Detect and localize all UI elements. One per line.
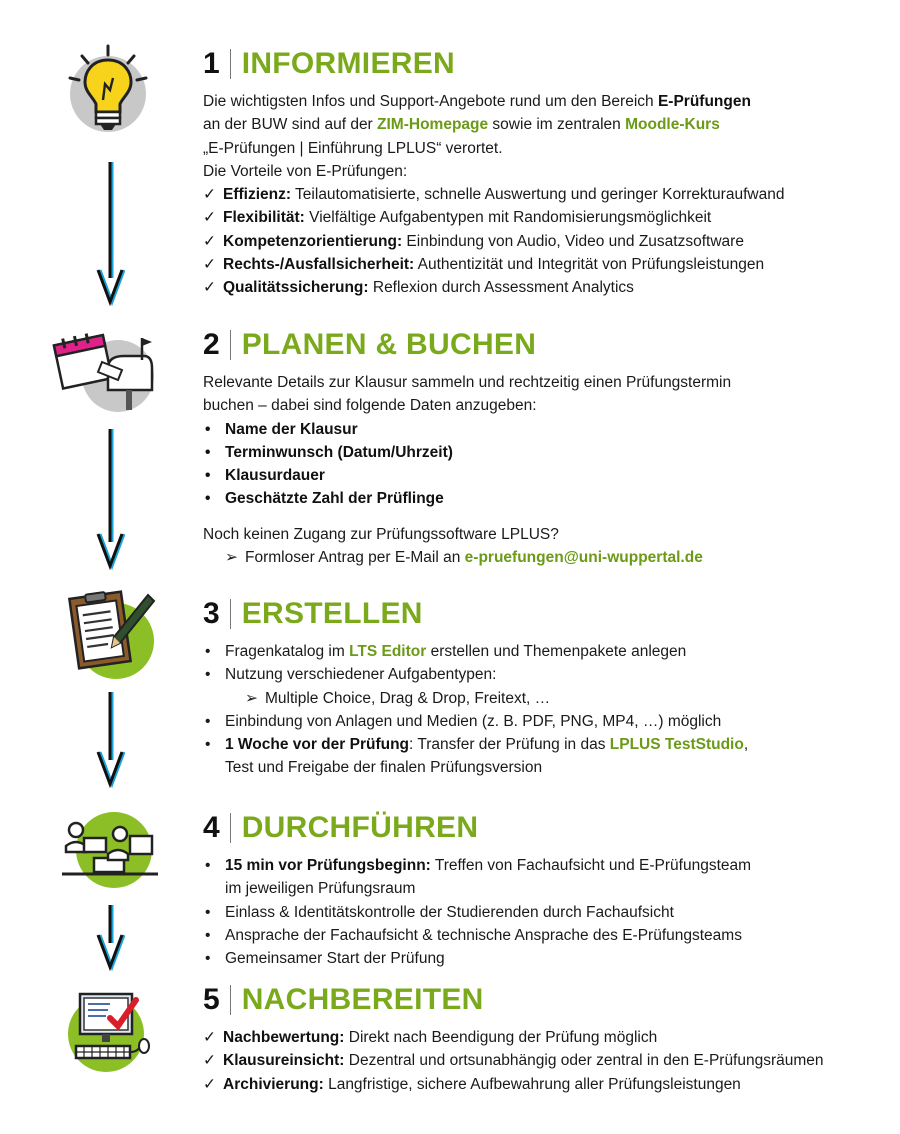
- bullet-item: • Ansprache der Fachaufsicht & technische Ansprache des E-Prüfungsteams: [203, 924, 883, 947]
- intro-line: Die Vorteile von E-Prüfungen:: [203, 162, 408, 180]
- check-icon: ✓: [203, 1029, 216, 1046]
- bullet-icon: •: [205, 420, 211, 438]
- intro-line: „E-Prüfungen | Einführung LPLUS“ verortet.: [203, 139, 503, 157]
- section-erstellen: [203, 592, 883, 780]
- lplus-teststudio-link[interactable]: LPLUS TestStudio: [609, 736, 744, 754]
- section-nachbereiten: [203, 978, 883, 1096]
- section-number: 4: [203, 811, 220, 844]
- section-number: 5: [203, 983, 220, 1016]
- section-heading: [203, 323, 883, 367]
- bullet-icon: •: [205, 903, 211, 921]
- intro-text: [203, 90, 883, 183]
- flow-arrow-icon: [95, 903, 125, 973]
- check-item: ✓ Rechts-/Ausfallsicherheit: Authentizität und Integrität von Prüfungsleistungen: [203, 253, 883, 276]
- section-heading: [203, 806, 883, 850]
- check-item: ✓ Archivierung: Langfristige, sichere Aufbewahrung aller Prüfungsleistungen: [203, 1073, 883, 1096]
- section-number: 3: [203, 597, 220, 630]
- intro-line: Die wichtigsten Infos und Support-Angebote rund um den Bereich E-Prüfungen: [203, 93, 751, 110]
- bullet-icon: •: [205, 736, 211, 754]
- check-icon: ✓: [203, 1052, 216, 1070]
- bullet-icon: •: [205, 443, 211, 461]
- section-title: DURCHFÜHREN: [241, 811, 479, 844]
- intro-line: Relevante Details zur Klausur sammeln und rechtzeitig einen Prüfungstermin: [203, 374, 732, 391]
- bullet-item: • Einbindung von Anlagen und Medien (z. B. PDF, PNG, MP4, …) möglich: [203, 710, 883, 733]
- check-icon: ✓: [203, 209, 216, 227]
- bullet-icon: •: [205, 926, 211, 944]
- arrow-bullet-icon: ➢: [245, 689, 258, 707]
- flow-arrow-icon: [95, 427, 125, 572]
- sub-item: ➢ Multiple Choice, Drag & Drop, Freitext, …: [203, 687, 883, 710]
- computer-check-icon: [58, 980, 158, 1080]
- exam-room-icon: [54, 800, 164, 900]
- bullet-icon: •: [205, 857, 211, 874]
- bullet-item: • 15 min vor Prüfungsbeginn: Treffen von Fachaufsicht und E-Prüfungsteam: [203, 854, 883, 877]
- bullet-item: • Name der Klausur: [203, 418, 883, 441]
- section-heading: [203, 592, 883, 636]
- section-informieren: [203, 42, 883, 300]
- bullet-item: • Terminwunsch (Datum/Uhrzeit): [203, 441, 883, 464]
- check-icon: ✓: [203, 1075, 216, 1093]
- check-item: ✓ Qualitätssicherung: Reflexion durch Assessment Analytics: [203, 276, 883, 299]
- zim-homepage-link[interactable]: ZIM-Homepage: [377, 116, 489, 134]
- bullet-icon: •: [205, 643, 211, 660]
- check-icon: ✓: [203, 256, 216, 274]
- bullet-item: • Nutzung verschiedener Aufgabentypen:: [203, 663, 883, 686]
- check-item: ✓ Effizienz: Teilautomatisierte, schnelle Auswertung und geringer Korrekturaufwand: [203, 183, 883, 206]
- lts-editor-link[interactable]: LTS Editor: [349, 643, 427, 660]
- check-list: [203, 183, 883, 299]
- section-durchfuehren: [203, 806, 883, 970]
- bullet-icon: •: [205, 666, 211, 684]
- bullet-item: • Fragenkatalog im LTS Editor erstellen und Themenpakete anlegen: [203, 640, 883, 663]
- intro-line: buchen – dabei sind folgende Daten anzugeben:: [203, 397, 537, 415]
- arrow-bullet-icon: ➢: [225, 549, 238, 567]
- bullet-item: • Gemeinsamer Start der Prüfung: [203, 947, 883, 970]
- bullet-item: • 1 Woche vor der Prüfung: Transfer der Prüfung in das LPLUS TestStudio,: [203, 733, 883, 756]
- section-title: PLANEN & BUCHEN: [241, 328, 537, 361]
- flow-arrow-icon: [95, 160, 125, 308]
- access-question: Noch keinen Zugang zur Prüfungssoftware LPLUS?: [203, 525, 559, 543]
- check-icon: ✓: [203, 186, 216, 204]
- bullet-item: • Einlass & Identitätskontrolle der Studierenden durch Fachaufsicht: [203, 901, 883, 924]
- section-heading: [203, 42, 883, 86]
- section-title: NACHBEREITEN: [241, 983, 484, 1016]
- check-item: ✓ Flexibilität: Vielfältige Aufgabentypen mit Randomisierungsmöglichkeit: [203, 206, 883, 229]
- bullet-icon: •: [205, 712, 211, 730]
- bullet-icon: •: [205, 467, 211, 485]
- section-number: 1: [203, 47, 220, 80]
- bullet-item: • Klausurdauer: [203, 464, 883, 487]
- clipboard-pencil-icon: [58, 585, 158, 685]
- check-icon: ✓: [203, 232, 216, 250]
- section-heading: [203, 978, 883, 1022]
- moodle-kurs-link[interactable]: Moodle-Kurs: [625, 116, 720, 134]
- calendar-mailbox-icon: [52, 318, 162, 418]
- lightbulb-icon: [58, 42, 158, 142]
- check-item: ✓ Klausureinsicht: Dezentral und ortsunabhängig oder zentral in den E-Prüfungsräumen: [203, 1049, 883, 1072]
- bullet-icon: •: [205, 950, 211, 968]
- check-icon: ✓: [203, 279, 216, 297]
- bullet-icon: •: [205, 490, 211, 508]
- section-number: 2: [203, 328, 220, 361]
- access-request: ➢ Formloser Antrag per E-Mail an e-pruefungen@uni-wuppertal.de: [203, 546, 883, 569]
- continuation-line: Test und Freigabe der finalen Prüfungsversion: [225, 759, 543, 777]
- check-item: ✓ Nachbewertung: Direkt nach Beendigung der Prüfung möglich: [203, 1026, 883, 1049]
- bullet-item: • Geschätzte Zahl der Prüflinge: [203, 487, 883, 510]
- section-title: ERSTELLEN: [241, 597, 423, 630]
- continuation-line: im jeweiligen Prüfungsraum: [225, 880, 416, 898]
- intro-line: an der BUW sind auf der ZIM-Homepage sowie im zentralen Moodle-Kurs: [203, 116, 720, 134]
- flow-arrow-icon: [95, 690, 125, 790]
- section-title: INFORMIEREN: [241, 47, 455, 80]
- email-link[interactable]: e-pruefungen@uni-wuppertal.de: [464, 549, 703, 567]
- check-item: ✓ Kompetenzorientierung: Einbindung von Audio, Video und Zusatzsoftware: [203, 230, 883, 253]
- section-planen-buchen: [203, 323, 883, 569]
